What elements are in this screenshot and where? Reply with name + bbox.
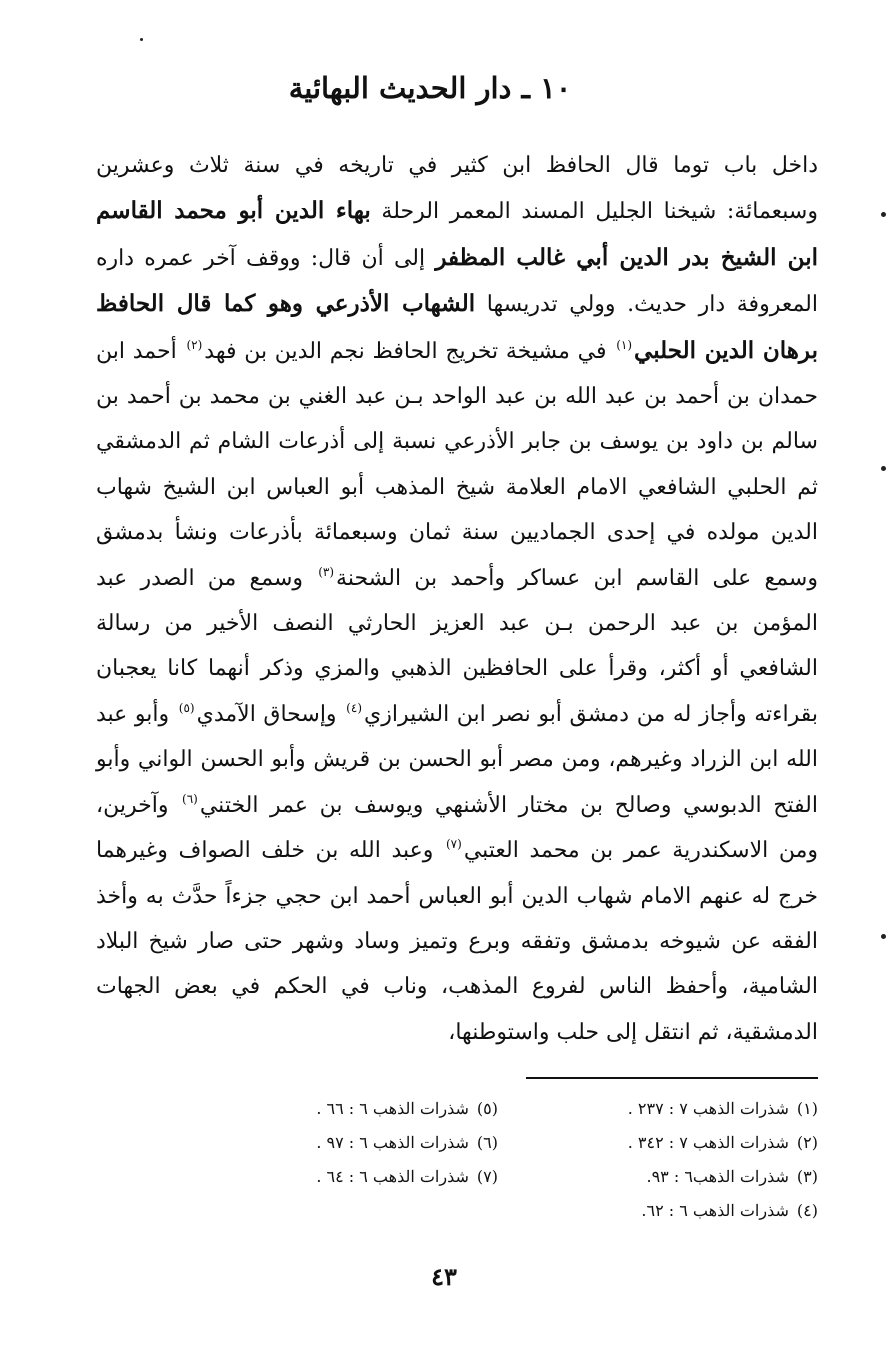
footnote-ref[interactable]: (٥) xyxy=(178,700,195,715)
footnote-text: شذرات الذهب ٧ : ٢٣٧ . xyxy=(627,1099,789,1118)
footnote-divider xyxy=(526,1077,818,1079)
text-segment: وسمع من الصدر عبد المؤمن بن عبد الرحمن بـن عبد العزيز الحارثي النصف الأخير من رسالة الشافعي أو أكثر، وقرأ على الحافظين الذهبي والمزي وذكر أنهما كانا يعجبان بقراءته وأجاز له من دمشق أبو نصر ابن الشيرازي xyxy=(96,565,818,727)
text-segment: وآخرين، ومن الاسكندرية عمر بن محمد العتبي xyxy=(96,792,819,864)
footnotes-column-left xyxy=(238,1092,498,1194)
footnote-number: (٦) xyxy=(476,1133,498,1152)
footnote-item xyxy=(238,1092,498,1126)
footnote-text: شذرات الذهب ٦ : ٦٤ . xyxy=(316,1167,469,1186)
page-title: ١٠ ـ دار الحديث البهائية xyxy=(288,71,572,105)
text-segment: وأبو عبد الله ابن الزراد وغيرهم، ومن مصر أبو الحسن بن قريش وأبو الحسن الواني وأبو الفتح الدبوسي وصالح بن مختار الأشنهي ويوسف بن عمر الختني xyxy=(96,701,818,818)
footnote-number: (١) xyxy=(796,1099,818,1118)
text-segment: أحمد ابن حمدان بن أحمد بن عبد الله بن عبد الواحد بـن عبد الغني بن محمد بن أحمد بن سالم بن داود بن يوسف بن جابر الأذرعي نسبة إلى أذرعات الشام ثم الدمشقي ثم الحلبي الشافعي الامام العلامة شيخ المذهب أبو العباس ابن الشيخ شهاب الدين مولده في إحدى الجماديين سنة ثمان وسبعمائة بأذرعات ونشأ بدمشق وسمع على القاسم ابن عساكر وأحمد بن الشحنة xyxy=(96,338,818,591)
footnote-text: شذرات الذهب ٦ : ٩٧ . xyxy=(316,1133,469,1152)
body-paragraph xyxy=(96,143,818,1055)
text-segment: في مشيخة تخريج الحافظ نجم الدين بن فهد xyxy=(204,338,607,364)
footnotes xyxy=(238,1092,818,1232)
footnote-number: (٥) xyxy=(476,1099,498,1118)
bold-name: الشهاب الأذرعي وهو كما قال الحافظ برهان الدين الحلبي xyxy=(96,290,818,364)
footnote-text: شذرات الذهب ٦ : ٦٦ . xyxy=(316,1099,469,1118)
bold-name: بهاء الدين أبو محمد القاسم ابن الشيخ بدر الدين أبي غالب المظفر xyxy=(96,197,818,271)
scan-speck xyxy=(881,212,886,217)
footnote-number: (٤) xyxy=(796,1201,818,1220)
footnote-text: شذرات الذهب ٦ : ٦٢. xyxy=(641,1201,789,1220)
footnote-number: (٣) xyxy=(796,1167,818,1186)
footnote-ref[interactable]: (٧) xyxy=(445,837,462,852)
footnote-item xyxy=(238,1126,498,1160)
footnote-text: شذرات الذهب ٧ : ٣٤٢ . xyxy=(627,1133,789,1152)
text-segment: داخل باب توما قال الحافظ ابن كثير في تاريخه في سنة ثلاث وعشرين وسبعمائة: شيخنا الجليل المسند المعمر الرحلة xyxy=(96,153,818,225)
footnote-item xyxy=(558,1160,818,1194)
footnote-number: (٧) xyxy=(476,1167,498,1186)
scan-speck xyxy=(881,934,886,939)
footnote-item xyxy=(238,1160,498,1194)
text-segment: وإسحاق الآمدي xyxy=(196,701,337,727)
footnote-item xyxy=(558,1126,818,1160)
footnote-text: شذرات الذهب٦ : ٩٣. xyxy=(646,1167,789,1186)
footnotes-column-right xyxy=(558,1092,818,1228)
footnote-ref[interactable]: (٤) xyxy=(346,700,362,715)
scan-speck xyxy=(881,466,886,471)
footnote-item xyxy=(558,1092,818,1126)
footnote-ref[interactable]: (٢) xyxy=(186,337,203,352)
footnote-item xyxy=(558,1194,818,1228)
footnote-ref[interactable]: (٣) xyxy=(318,564,335,579)
footnote-ref[interactable]: (٦) xyxy=(182,791,198,806)
footnote-number: (٢) xyxy=(796,1133,818,1152)
page-number: ٤٣ xyxy=(431,1262,457,1291)
footnote-ref[interactable]: (١) xyxy=(616,337,633,352)
scan-speck xyxy=(140,38,143,41)
text-segment: إلى أن قال: ووقف آخر عمره داره المعروفة دار حديث. وولي تدريسها xyxy=(96,245,818,318)
text-segment: وعبد الله بن خلف الصواف وغيرهما خرج له عنهم الامام شهاب الدين أبو العباس أحمد ابن حجي جزءاً حدَّث به وأخذ الفقه عن شيوخه بدمشق وتفقه وبرع وتميز وساد وشهر حتى صار شيخ البلاد الشامية، وأحفظ الناس لفروع المذهب، وناب في الحكم في بعض الجهات الدمشقية، ثم انتقل إلى حلب واستوطنها، xyxy=(96,838,818,1045)
